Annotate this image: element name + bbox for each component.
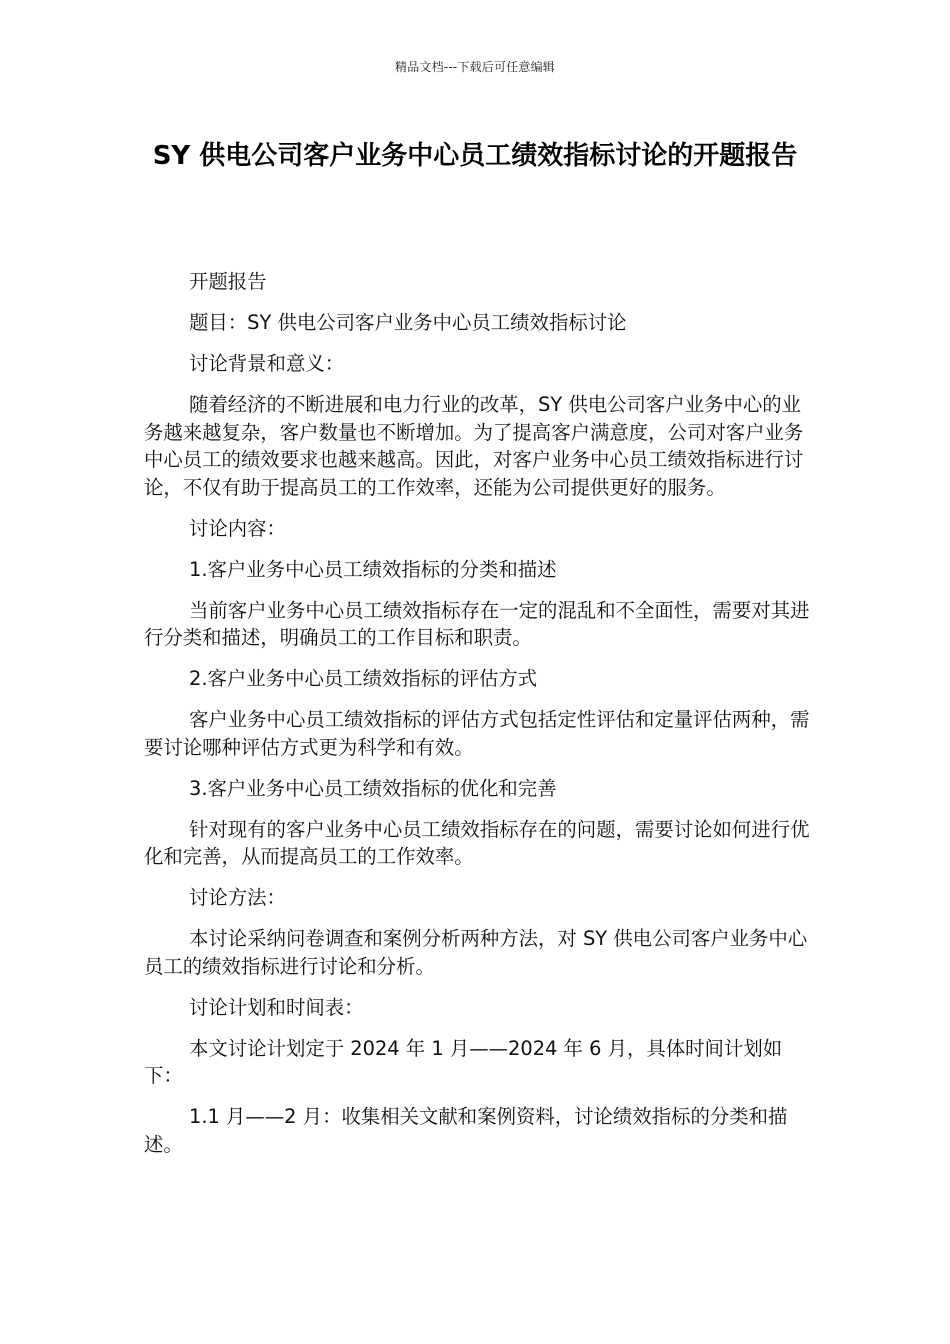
section-heading-report: 开题报告 bbox=[189, 270, 267, 293]
header-note: 精品文档---下载后可任意编辑 bbox=[395, 60, 555, 74]
content-item-1-text: 当前客户业务中心员工绩效指标存在一定的混乱和不全面性，需要对其进行分类和描述，明确员工的工作目标和职责。 bbox=[144, 598, 810, 649]
content-item-3-text: 针对现有的客户业务中心员工绩效指标存在的问题，需要讨论如何进行优化和完善，从而提高员工的工作效率。 bbox=[144, 817, 810, 868]
document-body bbox=[144, 268, 810, 1172]
content-item-2-heading: 2.客户业务中心员工绩效指标的评估方式 bbox=[189, 667, 538, 690]
section-heading-background: 讨论背景和意义： bbox=[189, 352, 345, 375]
topic-line: 题目：SY 供电公司客户业务中心员工绩效指标讨论 bbox=[189, 311, 627, 334]
method-paragraph: 本讨论采纳问卷调查和案例分析两种方法，对 SY 供电公司客户业务中心员工的绩效指标进行讨论和分析。 bbox=[144, 927, 808, 978]
content-item-2-text: 客户业务中心员工绩效指标的评估方式包括定性评估和定量评估两种，需要讨论哪种评估方式更为科学和有效。 bbox=[144, 708, 810, 759]
schedule-intro: 本文讨论计划定于 2024 年 1 月——2024 年 6 月，具体时间计划如下： bbox=[144, 1036, 783, 1087]
content-item-3-heading: 3.客户业务中心员工绩效指标的优化和完善 bbox=[189, 776, 557, 800]
section-heading-method: 讨论方法： bbox=[189, 886, 286, 909]
schedule-item-1: 1.1 月——2 月：收集相关文献和案例资料，讨论绩效指标的分类和描述。 bbox=[144, 1105, 788, 1156]
document-title: SY 供电公司客户业务中心员工绩效指标讨论的开题报告 bbox=[152, 141, 798, 171]
section-heading-schedule: 讨论计划和时间表： bbox=[189, 995, 364, 1019]
content-item-1-heading: 1.客户业务中心员工绩效指标的分类和描述 bbox=[189, 557, 557, 581]
section-heading-content: 讨论内容： bbox=[189, 516, 286, 540]
background-paragraph: 随着经济的不断进展和电力行业的改革，SY 供电公司客户业务中心的业务越来越复杂，客户数量也不断增加。为了提高客户满意度，公司对客户业务中心员工的绩效要求也越来越高。因此，对客户业务中心员工绩效指标进行讨论，不仅有助于提高员工的工作效率，还能为公司提供更好的服务。 bbox=[144, 393, 804, 499]
